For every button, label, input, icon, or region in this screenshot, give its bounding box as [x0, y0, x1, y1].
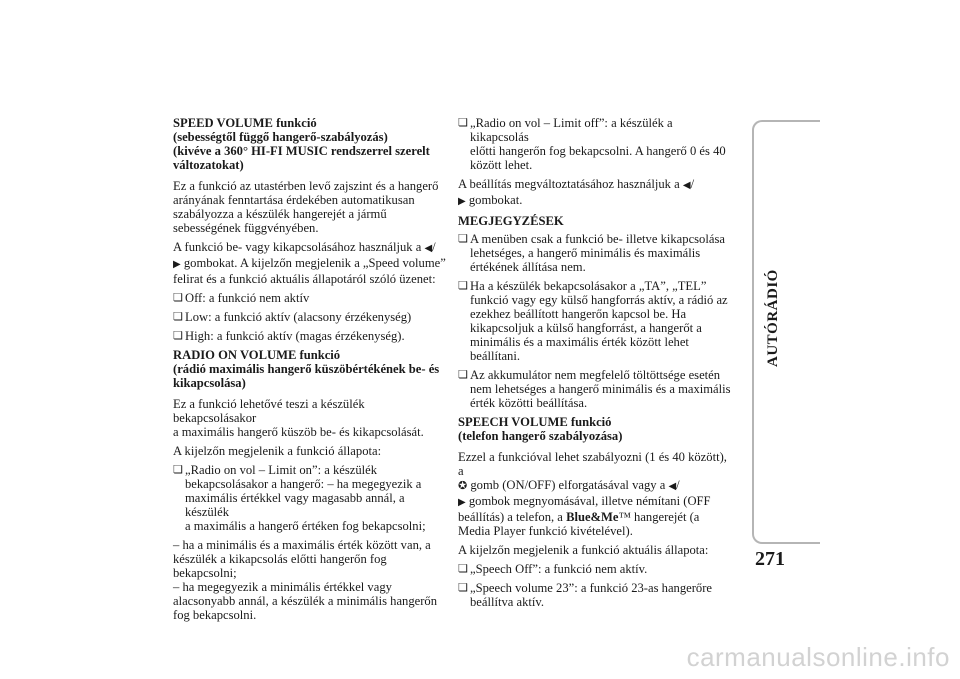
- right-column: [458, 116, 734, 614]
- chapter-tab-frame: [752, 120, 820, 544]
- watermark: carmanualsonline.info: [686, 642, 950, 672]
- volume-knob-icon: ✪: [458, 480, 468, 492]
- slash-text: /: [690, 177, 695, 191]
- list-item: ❏ „Radio on vol – Limit off”: a készülék a kikapcsolás előtti hangerőn fog bekapcsolni. A hangerő 0 és 40 között lehet.: [458, 116, 734, 172]
- radio-on-volume-continuation: – ha a minimális és a maximális érték között van, a készülék a kikapcsolás előtti hangerőn fog bekapcsolni; – ha megegyezik a minimális értékkel vagy alacsonyabb annál, a készülék a minimális hangerőn fog bekapcsolni.: [173, 538, 438, 622]
- list-item: ❏ Low: a funkció aktív (alacsony érzékenység): [173, 310, 449, 324]
- left-arrow-icon: ◀: [424, 243, 433, 254]
- notes-heading: MEGJEGYZÉSEK: [458, 214, 564, 228]
- left-column: [173, 116, 449, 627]
- left-arrow-icon: ◀: [682, 180, 691, 191]
- radio-on-volume-display: A kijelzőn megjelenik a funkció állapota:: [173, 444, 382, 458]
- page-number: 271: [755, 548, 785, 570]
- left-arrow-icon: ◀: [668, 481, 677, 492]
- list-item: ❏ „Radio on vol – Limit on”: a készülék bekapcsolásakor a hangerő: – ha megegyezik a maximális értékkel vagy magasabb annál, a készülék a maximális a hangerő értéken fog bekapcsolni;: [173, 463, 449, 533]
- list-item: ❏ Off: a funkció nem aktív: [173, 291, 449, 305]
- speed-volume-intro: Ez a funkció az utastérben levő zajszint és a hangerő arányának fenntartása érdekében automatikusan szabályozza a készülék hangerejét a jármű sebességének függvényében.: [173, 179, 439, 235]
- right-arrow-icon: ▶: [458, 497, 466, 508]
- list-item: ❏ A menüben csak a funkció be- illetve kikapcsolása lehetséges, a hangerő minimális és maximális értékének állítása nem.: [458, 232, 734, 274]
- list-item: ❏ High: a funkció aktív (magas érzékenység).: [173, 329, 449, 343]
- right-arrow-icon: ▶: [458, 196, 466, 207]
- slash-text: /: [432, 240, 436, 254]
- speed-volume-heading: SPEED VOLUME funkció (sebességtől függő hangerő-szabályozás) (kivéve a 360° HI-FI MUSIC rendszerrel szerelt változatokat): [173, 116, 430, 172]
- list-item: ❏ „Speech Off”: a funkció nem aktív.: [458, 562, 734, 576]
- list-item: ❏ „Speech volume 23”: a funkció 23-as hangerőre beállítva aktív.: [458, 581, 734, 609]
- slash-text: /: [676, 478, 680, 492]
- radio-on-volume-setting: A beállítás megváltoztatásához használjuk a ◀/ ▶ gombokat.: [458, 177, 695, 207]
- list-item: ❏ Ha a készülék bekapcsolásakor a „TA”, „TEL” funkció vagy egy külső hangforrás aktív, a rádió az ezekhez beállított hangerőn kapcsol be. Ha kikapcsoljuk a külső hangforrást, a hangerőt a minimális és a maximális érték között lehet beállítani.: [458, 279, 734, 363]
- speech-volume-heading: SPEECH VOLUME funkció (telefon hangerő szabályozása): [458, 415, 623, 443]
- chapter-label: AUTÓRÁDIÓ: [765, 269, 781, 367]
- speech-volume-intro: Ezzel a funkcióval lehet szabályozni (1 és 40 között), a ✪ gomb (ON/OFF) elforgatásával vagy a ◀/ ▶ gombok megnyomásával, illetve némítani (OFF beállítás) a telefon, a Blue&Me™ hangerejét (a Media Player funkció kivételével).: [458, 450, 727, 538]
- list-item: ❏ Az akkumulátor nem megfelelő töltöttsége esetén nem lehetséges a hangerő minimális és a maximális érték közötti beállítása.: [458, 368, 734, 410]
- speech-volume-display: A kijelzőn megjelenik a funkció aktuális állapota:: [458, 543, 709, 557]
- right-arrow-icon: ▶: [173, 259, 181, 270]
- brand-name: Blue&Me: [566, 510, 619, 524]
- radio-on-volume-intro: Ez a funkció lehetővé teszi a készülék bekapcsolásakor a maximális hangerő küszöb be- és kikapcsolását.: [173, 397, 424, 439]
- speed-volume-usage: A funkció be- vagy kikapcsolásához használjuk a ◀/ ▶ gombokat. A kijelzőn megjelenik a „Speed volume” felirat és a funkció aktuális állapotáról szóló üzenet:: [173, 240, 446, 286]
- radio-on-volume-heading: RADIO ON VOLUME funkció (rádió maximális hangerő küszöbértékének be- és kikapcsolása): [173, 348, 440, 390]
